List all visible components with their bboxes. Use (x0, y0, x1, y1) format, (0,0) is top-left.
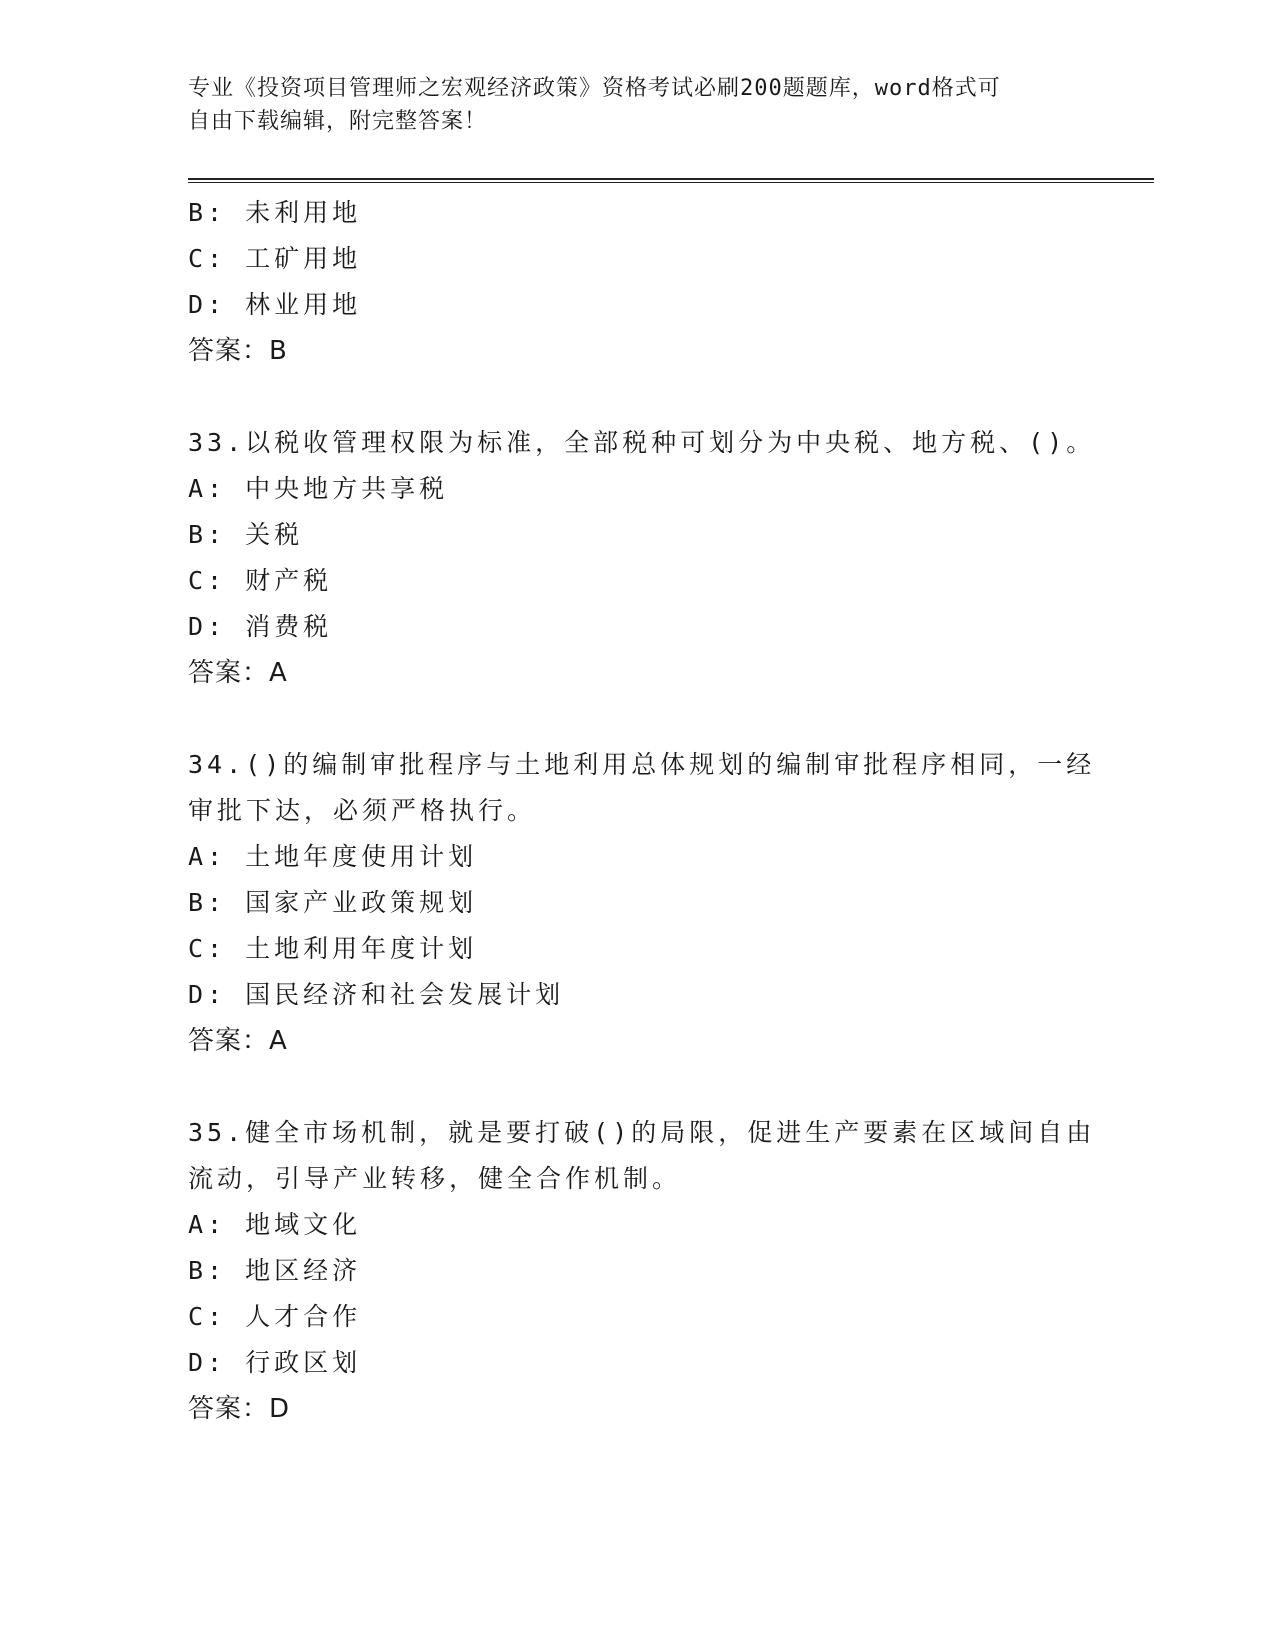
answer-line: 答案：A (188, 1026, 288, 1056)
question-block-34 (188, 742, 1096, 1064)
header-line-2: 自由下载编辑，附完整答案！ (188, 109, 488, 134)
question-block-32 (188, 190, 1088, 374)
option-a: A: 土地年度使用计划 (188, 842, 478, 871)
header-line-1: 专业《投资项目管理师之宏观经济政策》资格考试必刷200题题库，word格式可 (188, 76, 1001, 101)
answer-line: 答案：D (188, 1394, 291, 1424)
option-c: C: 人才合作 (188, 1302, 362, 1331)
option-b: B: 关税 (188, 520, 304, 549)
spacer (188, 374, 1088, 420)
document-header (188, 72, 1068, 138)
question-text-line-1: 34.()的编制审批程序与土地利用总体规划的编制审批程序相同，一经 (188, 750, 1096, 779)
question-list (188, 190, 1096, 1432)
option-c: C: 财产税 (188, 566, 333, 595)
option-c: C: 土地利用年度计划 (188, 934, 478, 963)
spacer (188, 696, 1088, 742)
answer-line: 答案：B (188, 336, 288, 366)
header-divider (188, 178, 1154, 183)
option-b: B: 国家产业政策规划 (188, 888, 478, 917)
option-a: A: 中央地方共享税 (188, 474, 449, 503)
answer-line: 答案：A (188, 658, 288, 688)
question-text-line-1: 35.健全市场机制，就是要打破()的局限，促进生产要素在区域间自由 (188, 1118, 1096, 1147)
option-b: B: 地区经济 (188, 1256, 362, 1285)
spacer (188, 1064, 1088, 1110)
question-text-line-2: 流动，引导产业转移，健全合作机制。 (188, 1164, 682, 1193)
option-d: D: 消费税 (188, 612, 333, 641)
option-b: B: 未利用地 (188, 198, 362, 227)
question-block-33 (188, 420, 1096, 696)
question-block-35 (188, 1110, 1096, 1432)
option-d: D: 林业用地 (188, 290, 362, 319)
option-d: D: 国民经济和社会发展计划 (188, 980, 565, 1009)
option-a: A: 地域文化 (188, 1210, 362, 1239)
option-d: D: 行政区划 (188, 1348, 362, 1377)
option-c: C: 工矿用地 (188, 244, 362, 273)
question-text: 33.以税收管理权限为标准，全部税种可划分为中央税、地方税、()。 (188, 428, 1096, 457)
question-text-line-2: 审批下达，必须严格执行。 (188, 796, 537, 825)
